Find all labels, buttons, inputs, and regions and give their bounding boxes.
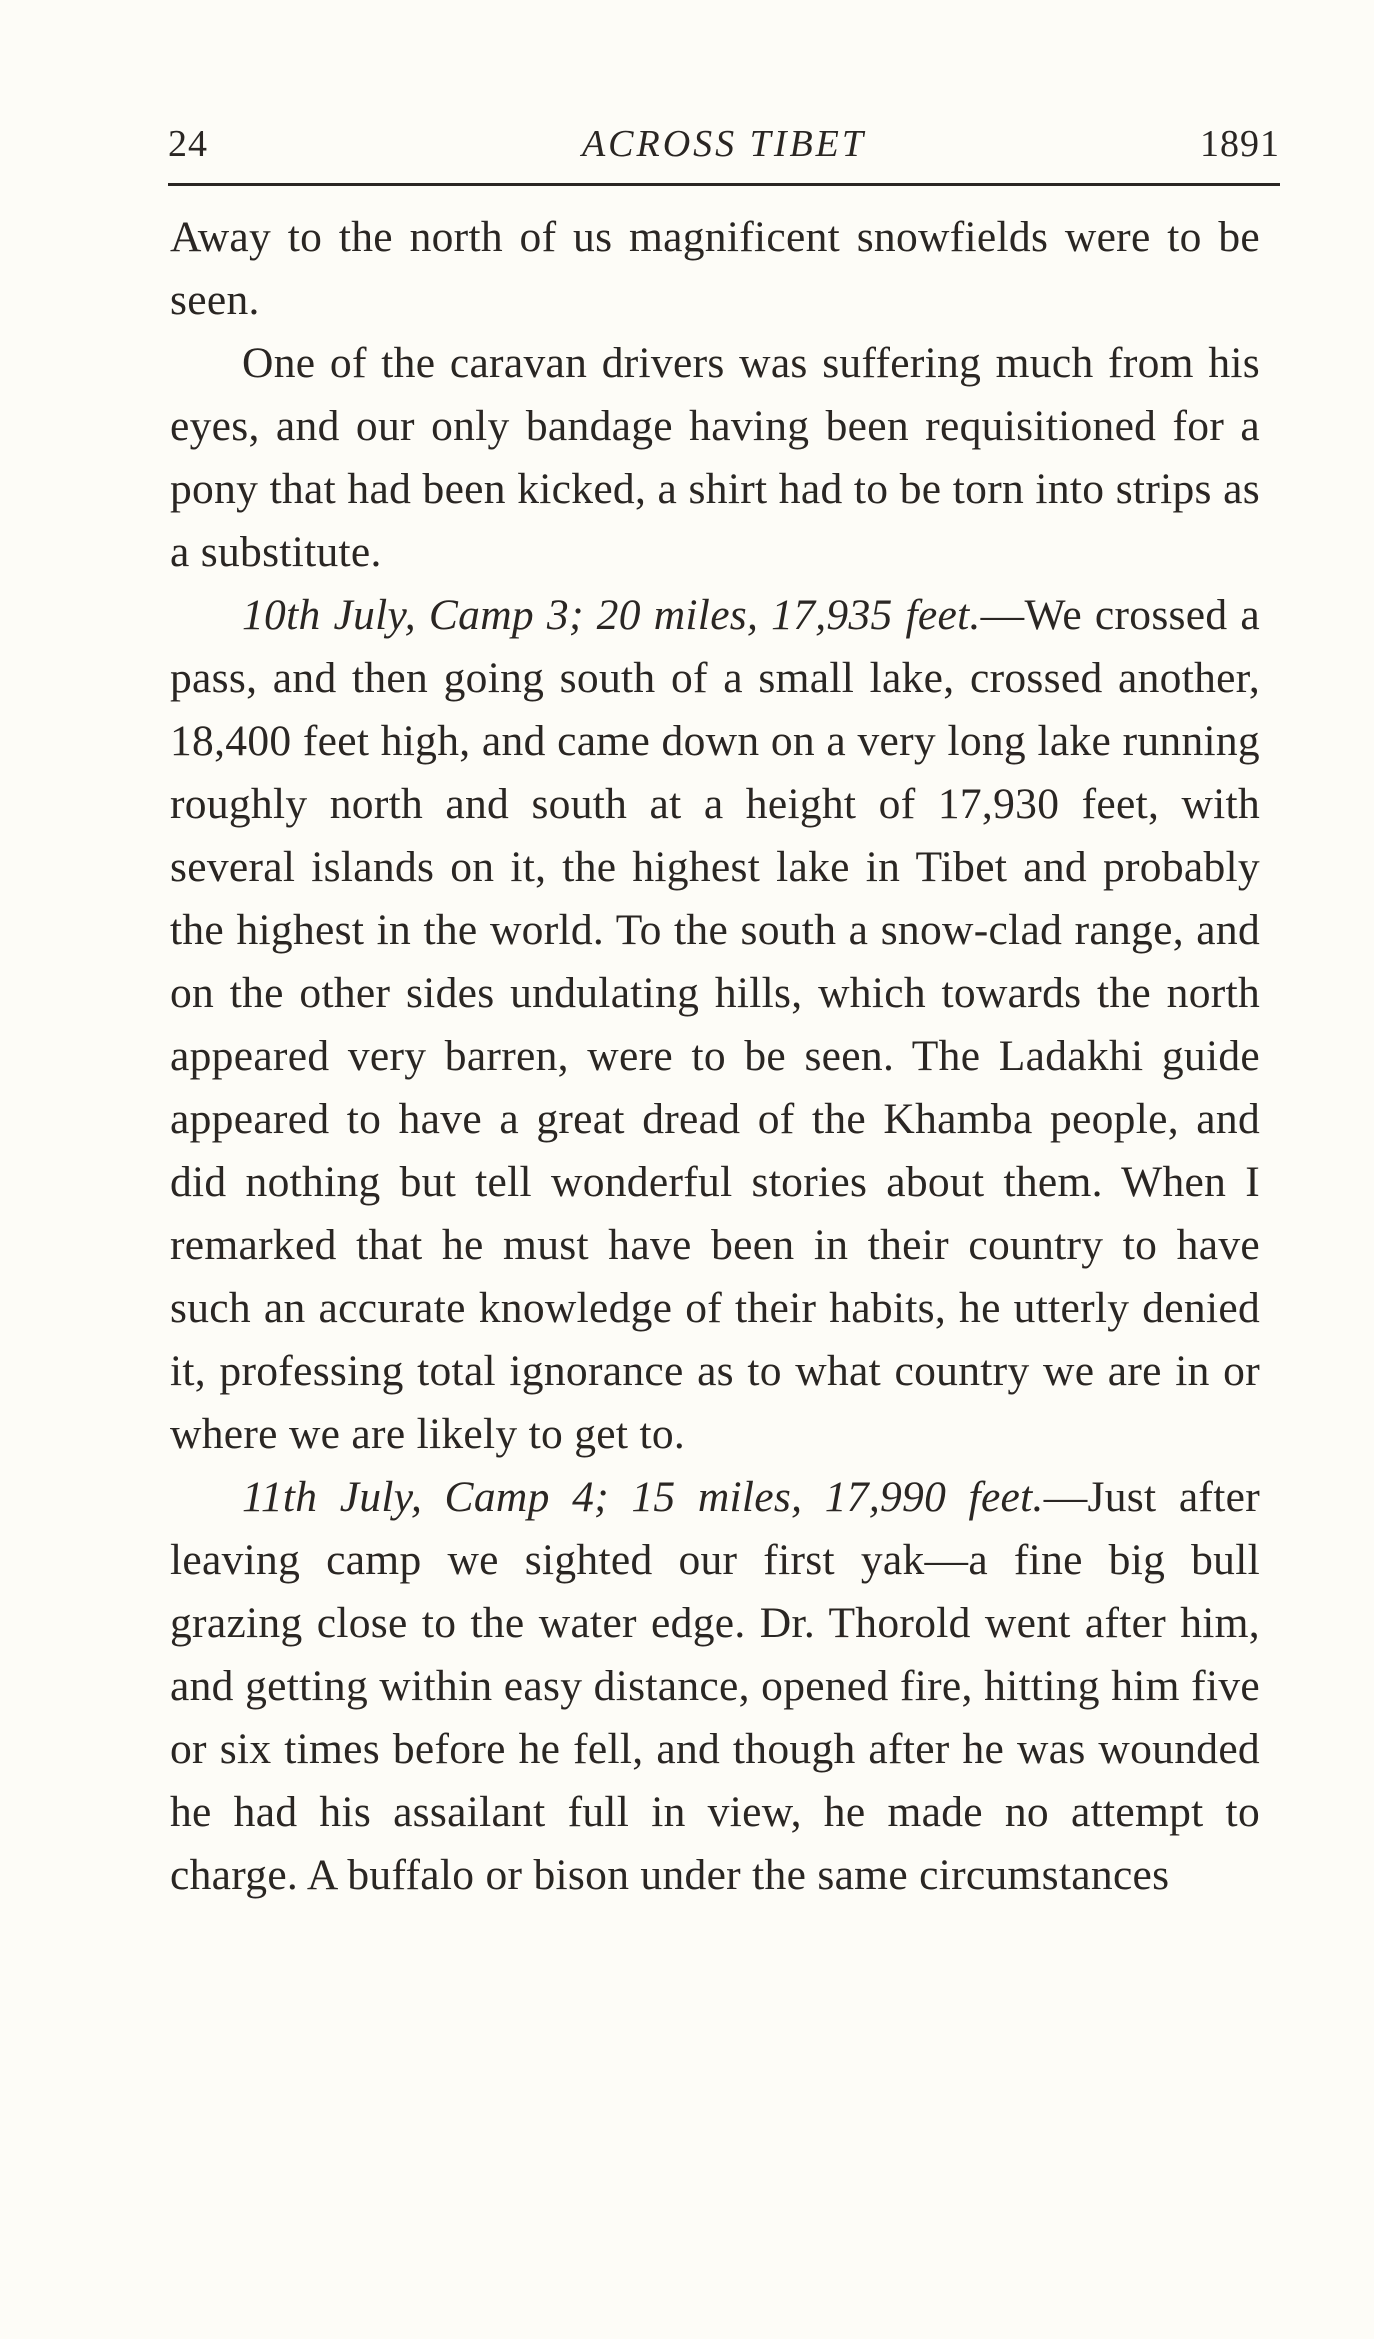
diary-entry-heading: 11th July, Camp 4; 15 miles, 17,990 feet. xyxy=(242,1473,1044,1521)
paragraph-3 xyxy=(170,584,1260,1466)
paragraph-text: —Just after leaving camp we sighted our first yak—a fine big bull grazing close to the water edge. Dr. Thorold went after him, and getting within easy distance, opened fire, hitting him five or six times before he fell, and though after he was wounded he had his assailant full in view, he made no attempt to charge. A buffalo or bison under the same circumstances xyxy=(170,1473,1260,1899)
paragraph-4 xyxy=(170,1466,1260,1907)
running-year: 1891 xyxy=(1200,123,1280,165)
paragraph-1 xyxy=(170,206,1260,332)
paragraph-text: —We crossed a pass, and then going south of a small lake, crossed another, 18,400 feet high, and came down on a very long lake running roughly north and south at a height of 17,930 feet, with several islands on it, the highest lake in Tibet and probably the highest in the world. To the south a snow-clad range, and on the other sides undulating hills, which towards the north appeared very barren, were to be seen. The Ladakhi guide appeared to have a great dread of the Khamba people, and did nothing but tell wonderful stories about them. When I remarked that he must have been in their country to have such an accurate knowledge of their habits, he utterly denied it, professing total ignorance as to what country we are in or where we are likely to get to. xyxy=(170,591,1260,1458)
paragraph-2 xyxy=(170,332,1260,584)
paragraph-text: One of the caravan drivers was suffering much from his eyes, and our only bandage having been requisitioned for a pony that had been kicked, a shirt had to be torn into strips as a substitute. xyxy=(170,339,1260,576)
header-rule xyxy=(168,183,1280,186)
running-head xyxy=(168,118,1280,178)
page-number: 24 xyxy=(168,123,208,165)
running-title: ACROSS TIBET xyxy=(581,123,867,165)
diary-entry-heading: 10th July, Camp 3; 20 miles, 17,935 feet. xyxy=(242,591,981,639)
body-text xyxy=(170,206,1260,1907)
paragraph-text: Away to the north of us magnificent snowfields were to be seen. xyxy=(170,213,1260,324)
